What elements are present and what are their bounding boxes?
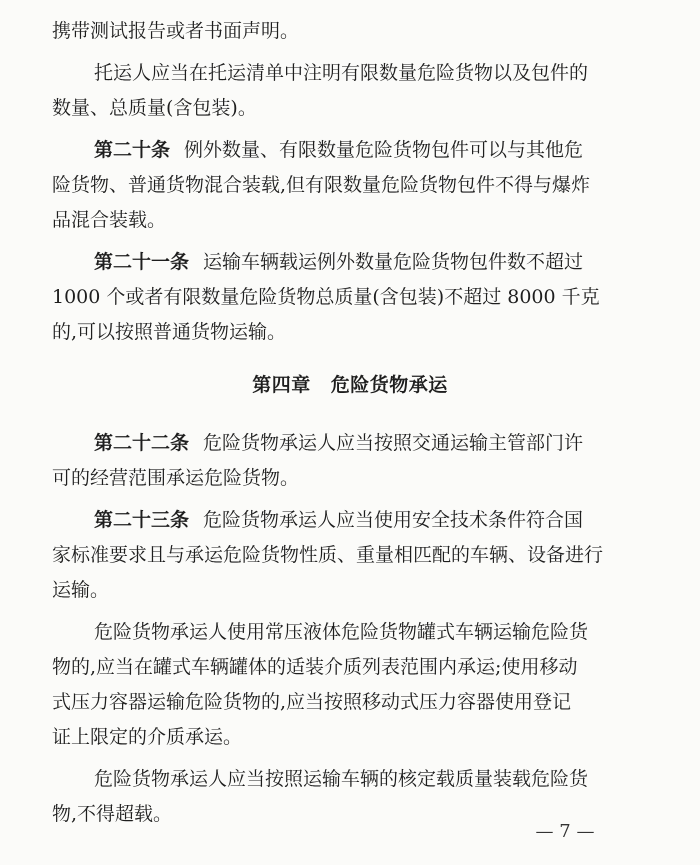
line-text: 可的经营范围承运危险货物。 [52, 467, 300, 489]
text-line [52, 654, 652, 680]
text-line [52, 724, 652, 750]
text-line [52, 542, 652, 568]
line-text: 品混合装载。 [52, 209, 167, 231]
line-text: 危险货物承运人使用常压液体危险货物罐式车辆运输危险货 [94, 621, 589, 643]
line-text: 家标准要求且与承运危险货物性质、重量相匹配的车辆、设备进行 [52, 544, 604, 566]
text-line [52, 18, 652, 44]
line-text: 危险货物承运人应当按照交通运输主管部门许 [203, 432, 584, 454]
text-line [52, 319, 652, 345]
chapter-heading [0, 372, 700, 398]
text-line [52, 465, 652, 491]
line-text: 托运人应当在托运清单中注明有限数量危险货物以及包件的 [94, 62, 589, 84]
article-heading: 第二十三条 [94, 509, 190, 531]
text-line [52, 577, 652, 603]
chapter-title: 危险货物承运 [330, 374, 448, 396]
line-text: 例外数量、有限数量危险货物包件可以与其他危 [184, 139, 584, 161]
text-line [52, 430, 652, 456]
text-line [52, 207, 652, 233]
article-heading: 第二十一条 [94, 251, 190, 273]
text-line [52, 766, 652, 792]
text-line [52, 60, 652, 86]
text-line [52, 284, 652, 310]
text-line [52, 507, 652, 533]
article-heading: 第二十条 [94, 139, 171, 161]
line-text: 危险货物承运人应当使用安全技术条件符合国 [203, 509, 584, 531]
text-line [52, 689, 652, 715]
page-number: — 7 — [535, 821, 595, 842]
line-text: 运输。 [52, 579, 110, 601]
text-line [52, 249, 652, 275]
line-text: 1000 个或者有限数量危险货物总质量(含包装)不超过 8000 千克 [52, 286, 600, 308]
line-text: 数量、总质量(含包装)。 [52, 97, 257, 119]
line-text: 险货物、普通货物混合装载,但有限数量危险货物包件不得与爆炸 [52, 174, 591, 196]
line-text: 危险货物承运人应当按照运输车辆的核定载质量装载危险货 [94, 768, 589, 790]
text-line [52, 95, 652, 121]
line-text: 的,可以按照普通货物运输。 [52, 321, 287, 343]
chapter-number: 第四章 [252, 374, 311, 396]
line-text: 携带测试报告或者书面声明。 [52, 20, 300, 42]
line-text: 运输车辆载运例外数量危险货物包件数不超过 [203, 251, 584, 273]
text-line [52, 137, 652, 163]
article-heading: 第二十二条 [94, 432, 190, 454]
line-text: 式压力容器运输危险货物的,应当按照移动式压力容器使用登记 [52, 691, 572, 713]
line-text: 证上限定的介质承运。 [52, 726, 243, 748]
line-text: 物的,应当在罐式车辆罐体的适装介质列表范围内承运;使用移动 [52, 656, 578, 678]
text-line [52, 172, 652, 198]
text-line [52, 619, 652, 645]
line-text: 物,不得超载。 [52, 803, 173, 825]
